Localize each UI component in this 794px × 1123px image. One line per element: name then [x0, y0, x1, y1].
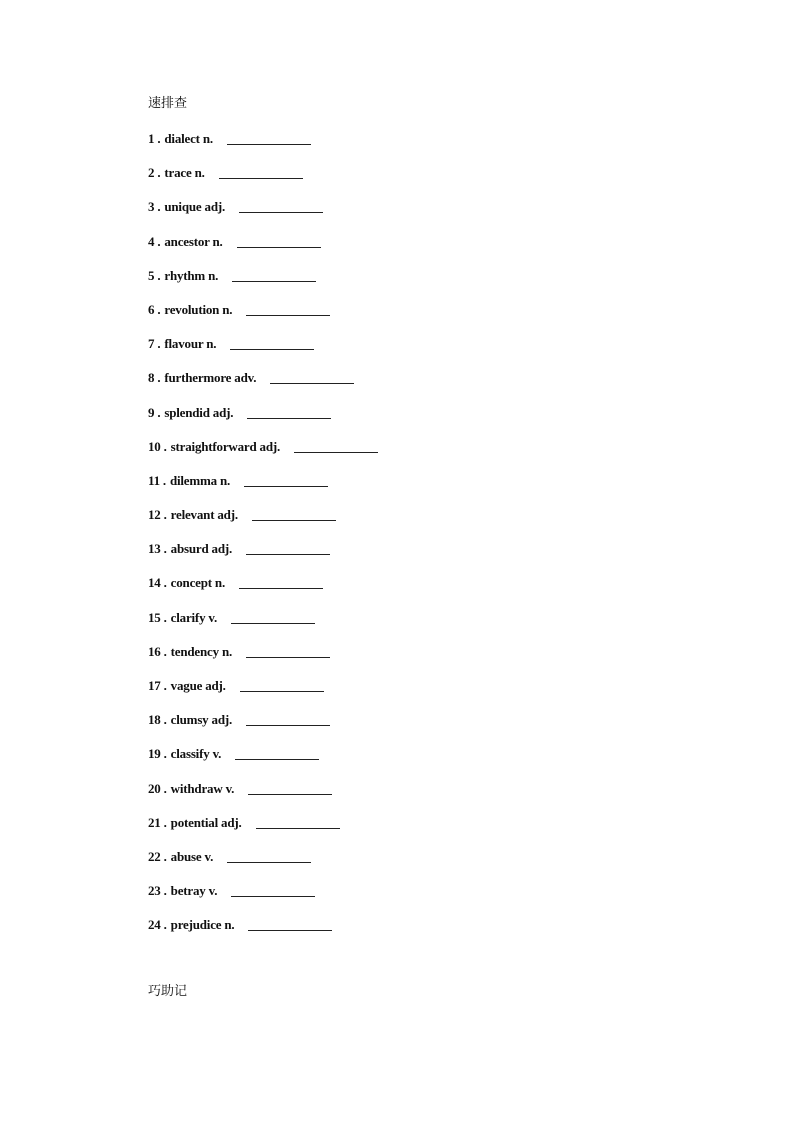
vocabulary-word: trace n. [164, 165, 205, 181]
item-number: 17 [148, 678, 161, 693]
vocabulary-word: flavour n. [164, 336, 217, 352]
vocabulary-item [148, 267, 378, 301]
item-number: 18 [148, 712, 161, 728]
vocabulary-item [148, 848, 378, 882]
answer-blank[interactable] [230, 335, 314, 350]
vocabulary-word: withdraw v. [170, 780, 235, 796]
answer-blank[interactable] [231, 882, 315, 897]
item-number-dot: . [163, 609, 167, 625]
item-number-dot: . [157, 267, 161, 283]
vocabulary-item [148, 540, 378, 574]
vocabulary-item [148, 916, 378, 950]
item-number-dot: . [157, 131, 161, 146]
answer-blank[interactable] [232, 267, 316, 282]
item-number-dot: . [163, 678, 167, 693]
vocabulary-word: unique adj. [164, 199, 226, 215]
vocabulary-word: vague adj. [170, 678, 226, 693]
vocabulary-item [148, 643, 378, 677]
vocabulary-item [148, 780, 378, 814]
item-number: 20 [148, 780, 161, 796]
answer-blank[interactable] [235, 745, 319, 760]
item-number: 16 [148, 643, 161, 659]
item-number: 4 [148, 233, 155, 249]
answer-blank[interactable] [227, 848, 311, 863]
vocabulary-word: abuse v. [170, 848, 214, 864]
answer-blank[interactable] [256, 814, 340, 829]
answer-blank[interactable] [270, 369, 354, 384]
item-number-dot: . [157, 165, 161, 181]
vocabulary-item [148, 198, 378, 232]
vocabulary-item [148, 506, 378, 540]
item-number-dot: . [163, 883, 167, 899]
answer-blank[interactable] [227, 130, 311, 145]
vocabulary-word: prejudice n. [170, 917, 235, 933]
answer-blank[interactable] [247, 404, 331, 419]
item-number: 21 [148, 814, 161, 830]
item-number-dot: . [163, 643, 167, 659]
vocabulary-item [148, 233, 378, 267]
item-number-dot: . [163, 712, 167, 728]
vocabulary-word: clarify v. [170, 609, 218, 625]
vocabulary-list [148, 130, 378, 951]
answer-blank[interactable] [294, 438, 378, 453]
item-number-dot: . [163, 575, 167, 591]
item-number: 24 [148, 917, 161, 933]
item-number: 11 [148, 472, 160, 488]
item-number: 22 [148, 848, 161, 864]
item-number-dot: . [163, 541, 167, 557]
answer-blank[interactable] [219, 164, 303, 179]
item-number-dot: . [162, 472, 166, 488]
vocabulary-item [148, 677, 378, 711]
item-number-dot: . [163, 438, 167, 454]
item-number: 3 [148, 199, 155, 215]
item-number-dot: . [157, 301, 161, 317]
vocabulary-word: classify v. [170, 746, 222, 762]
item-number: 8 [148, 370, 155, 386]
vocabulary-word: furthermore adv. [164, 370, 257, 386]
answer-blank[interactable] [239, 198, 323, 213]
vocabulary-item [148, 438, 378, 472]
item-number-dot: . [163, 507, 167, 523]
item-number: 13 [148, 541, 161, 557]
vocabulary-word: absurd adj. [170, 541, 233, 557]
vocabulary-word: dialect n. [164, 131, 213, 146]
item-number: 23 [148, 883, 161, 899]
item-number: 14 [148, 575, 161, 591]
item-number-dot: . [157, 404, 161, 420]
item-number-dot: . [157, 336, 161, 352]
answer-blank[interactable] [248, 916, 332, 931]
vocabulary-item [148, 574, 378, 608]
vocabulary-word: straightforward adj. [170, 438, 281, 454]
answer-blank[interactable] [240, 677, 324, 692]
item-number: 1 [148, 131, 155, 146]
answer-blank[interactable] [231, 609, 315, 624]
vocabulary-item [148, 301, 378, 335]
vocabulary-word: ancestor n. [164, 233, 223, 249]
item-number-dot: . [163, 814, 167, 830]
answer-blank[interactable] [252, 506, 336, 521]
item-number: 9 [148, 404, 155, 420]
vocabulary-item [148, 609, 378, 643]
vocabulary-item [148, 335, 378, 369]
item-number: 19 [148, 746, 161, 762]
vocabulary-item [148, 745, 378, 779]
vocabulary-word: splendid adj. [164, 404, 234, 420]
vocabulary-word: revolution n. [164, 301, 233, 317]
vocabulary-item [148, 404, 378, 438]
item-number-dot: . [157, 199, 161, 215]
vocabulary-word: potential adj. [170, 814, 242, 830]
section-heading-memory-aid: 巧助记 [148, 984, 188, 999]
item-number-dot: . [157, 370, 161, 386]
item-number: 6 [148, 301, 155, 317]
answer-blank[interactable] [246, 711, 330, 726]
item-number: 12 [148, 507, 161, 523]
vocabulary-word: concept n. [170, 575, 226, 591]
answer-blank[interactable] [237, 233, 321, 248]
answer-blank[interactable] [246, 540, 330, 555]
vocabulary-item [148, 369, 378, 403]
vocabulary-word: tendency n. [170, 643, 233, 659]
vocabulary-item [148, 882, 378, 916]
item-number-dot: . [157, 233, 161, 249]
item-number-dot: . [163, 780, 167, 796]
vocabulary-word: clumsy adj. [170, 712, 233, 728]
vocabulary-item [148, 711, 378, 745]
vocabulary-word: dilemma n. [169, 472, 231, 488]
item-number-dot: . [163, 746, 167, 762]
item-number: 5 [148, 267, 155, 283]
item-number: 15 [148, 609, 161, 625]
answer-blank[interactable] [248, 780, 332, 795]
vocabulary-item [148, 472, 378, 506]
vocabulary-word: rhythm n. [164, 267, 219, 283]
vocabulary-item [148, 130, 378, 164]
answer-blank[interactable] [244, 472, 328, 487]
item-number-dot: . [163, 917, 167, 933]
vocabulary-word: relevant adj. [170, 507, 238, 523]
vocabulary-word: betray v. [170, 883, 218, 899]
section-heading-quick-check: 速排查 [148, 96, 188, 111]
answer-blank[interactable] [239, 574, 323, 589]
item-number: 2 [148, 165, 155, 181]
answer-blank[interactable] [246, 301, 330, 316]
item-number: 7 [148, 336, 155, 352]
vocabulary-item [148, 164, 378, 198]
vocabulary-item [148, 814, 378, 848]
item-number-dot: . [163, 848, 167, 864]
answer-blank[interactable] [246, 643, 330, 658]
item-number: 10 [148, 438, 161, 454]
